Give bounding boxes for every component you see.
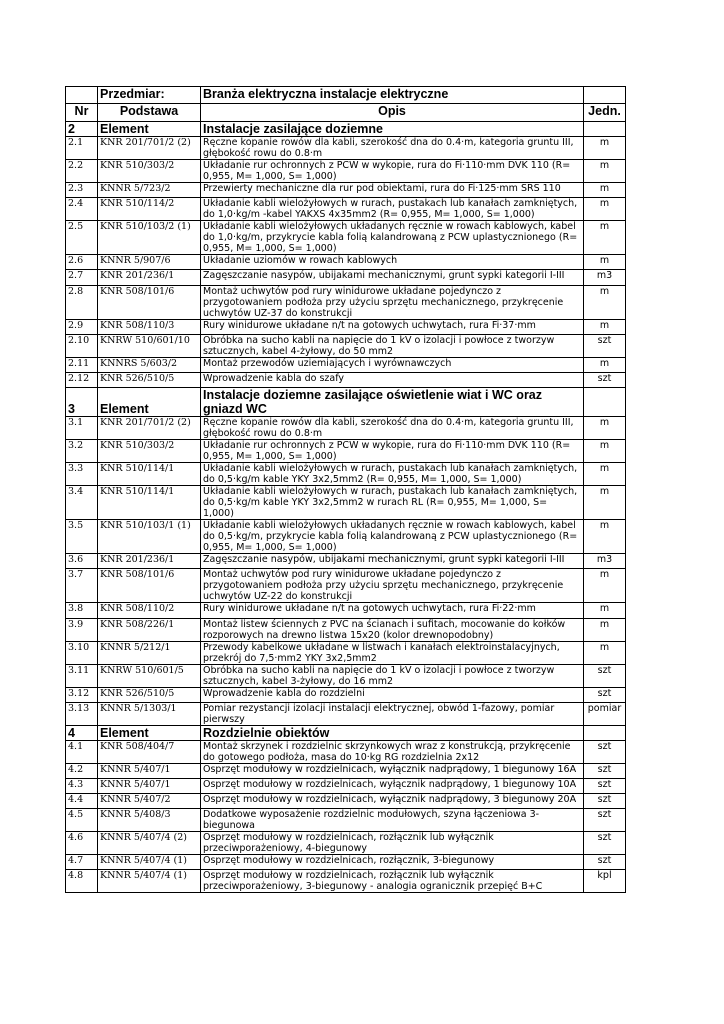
table-row (66, 618, 626, 641)
item-jedn: m (584, 221, 626, 255)
item-jedn: m (584, 285, 626, 319)
przedmiar-table (65, 86, 626, 893)
item-opis: Obróbka na sucho kabli na napięcie do 1 kV o izolacji i powłoce z tworzyw sztucznych, kabel 3-żyłowy, do 16 mm2 (201, 664, 584, 687)
item-opis: Pomiar rezystancji izolacji instalacji elektrycznej, obwód 1-fazowy, pomiar pierwszy (201, 702, 584, 725)
table-row (66, 794, 626, 809)
item-jedn: m (584, 319, 626, 334)
item-podstawa: KNR 201/701/2 (2) (98, 137, 201, 160)
item-podstawa: KNR 510/303/2 (98, 160, 201, 183)
item-jedn: szt (584, 832, 626, 855)
item-number: 3.10 (66, 641, 98, 664)
table-row (66, 763, 626, 778)
item-jedn: m (584, 160, 626, 183)
item-podstawa: KNR 508/110/3 (98, 319, 201, 334)
table-row (66, 183, 626, 198)
item-podstawa: KNNR 5/407/4 (1) (98, 870, 201, 893)
item-podstawa: KNR 508/101/6 (98, 569, 201, 603)
item-number: 3.5 (66, 520, 98, 554)
section-header-row (66, 725, 626, 740)
section-title: Instalacje doziemne zasilające oświetlenie wiat i WC oraz gniazd WC (201, 388, 584, 417)
table-row (66, 855, 626, 870)
item-podstawa: KNR 510/114/2 (98, 198, 201, 221)
table-row (66, 870, 626, 893)
item-opis: Osprzęt modułowy w rozdzielnicach, rozłącznik lub wyłącznik przeciwporażeniowy, 4-biegunowy (201, 832, 584, 855)
item-number: 3.4 (66, 486, 98, 520)
item-number: 2.9 (66, 319, 98, 334)
item-podstawa: KNR 201/701/2 (2) (98, 417, 201, 440)
section-title: Rozdzielnie obiektów (201, 725, 584, 740)
item-opis: Montaż uchwytów pod rury winidurowe układane pojedynczo z przygotowaniem podłoża przy użyciu sprzętu mechanicznego, przykręcenie uchwytów UZ-22 do konstrukcji (201, 569, 584, 603)
table-row (66, 372, 626, 387)
header-blank-cell (66, 87, 98, 104)
item-jedn: m (584, 183, 626, 198)
item-podstawa: KNNR 5/407/4 (2) (98, 832, 201, 855)
item-number: 2.1 (66, 137, 98, 160)
table-row (66, 221, 626, 255)
table-row (66, 198, 626, 221)
table-row (66, 702, 626, 725)
item-opis: Osprzęt modułowy w rozdzielnicach, wyłącznik nadprądowy, 3 biegunowy 20A (201, 794, 584, 809)
item-opis: Osprzęt modułowy w rozdzielnicach, rozłącznik lub wyłącznik przeciwporażeniowy, 3-biegunowy - analogia ogranicznik przepięć B+C (201, 870, 584, 893)
item-number: 3.11 (66, 664, 98, 687)
item-jedn: m (584, 417, 626, 440)
item-jedn: m (584, 618, 626, 641)
item-podstawa: KNR 526/510/5 (98, 372, 201, 387)
item-podstawa: KNRW 510/601/10 (98, 334, 201, 357)
item-number: 2.8 (66, 285, 98, 319)
item-opis: Układanie kabli wielożyłowych układanych ręcznie w rowach kablowych, kabel do 1,0·kg/m, przykrycie kabla folią kalandrowaną z PCW uplastycznionego (R= 0,955, M= 1,000, S= 1,000) (201, 221, 584, 255)
item-podstawa: KNRW 510/601/5 (98, 664, 201, 687)
item-opis: Montaż skrzynek i rozdzielnic skrzynkowych wraz z konstrukcją, przykręcenie do gotowego podłoża, masa do 10·kg RG rozdzielnia 2x12 (201, 740, 584, 763)
item-opis: Osprzęt modułowy w rozdzielnicach, rozłącznik, 3-biegunowy (201, 855, 584, 870)
section-element-label: Element (98, 388, 201, 417)
item-jedn: szt (584, 334, 626, 357)
item-opis: Montaż przewodów uziemiających i wyrównawczych (201, 357, 584, 372)
item-number: 2.6 (66, 255, 98, 270)
item-podstawa: KNNR 5/407/2 (98, 794, 201, 809)
item-podstawa: KNNR 5/907/6 (98, 255, 201, 270)
item-jedn: szt (584, 778, 626, 793)
section-number: 3 (66, 388, 98, 417)
item-podstawa: KNR 508/404/7 (98, 740, 201, 763)
item-opis: Zagęszczanie nasypów, ubijakami mechanicznymi, grunt sypki kategorii I-III (201, 270, 584, 285)
table-row (66, 270, 626, 285)
col-opis-header: Opis (201, 104, 584, 122)
section-title: Instalacje zasilające doziemne (201, 122, 584, 137)
table-row (66, 641, 626, 664)
item-podstawa: KNR 508/226/1 (98, 618, 201, 641)
item-jedn: m (584, 357, 626, 372)
item-jedn: szt (584, 740, 626, 763)
col-podstawa-header: Podstawa (98, 104, 201, 122)
item-jedn: szt (584, 763, 626, 778)
item-number: 3.13 (66, 702, 98, 725)
section-header-row (66, 388, 626, 417)
table-row (66, 687, 626, 702)
item-jedn: m (584, 198, 626, 221)
item-number: 4.4 (66, 794, 98, 809)
item-opis: Obróbka na sucho kabli na napięcie do 1 kV o izolacji i powłoce z tworzyw sztucznych, kabel 4-żyłowy, do 50 mm2 (201, 334, 584, 357)
item-number: 4.5 (66, 809, 98, 832)
item-jedn: pomiar (584, 702, 626, 725)
item-jedn: m3 (584, 554, 626, 569)
column-header-row (66, 104, 626, 122)
item-jedn: szt (584, 372, 626, 387)
item-podstawa: KNR 526/510/5 (98, 687, 201, 702)
item-podstawa: KNNRS 5/603/2 (98, 357, 201, 372)
item-opis: Układanie kabli wielożyłowych w rurach, pustakach lub kanałach zamkniętych, do 0,5·kg/m kable YKY 3x2,5mm2 (R= 0,955, M= 1,000, S= 1,000) (201, 463, 584, 486)
item-number: 4.1 (66, 740, 98, 763)
item-opis: Dodatkowe wyposażenie rozdzielnic modułowych, szyna łączeniowa 3-biegunowa (201, 809, 584, 832)
przedmiar-label: Przedmiar: (98, 87, 201, 104)
item-opis: Układanie kabli wielożyłowych w rurach, pustakach lub kanałach zamkniętych, do 0,5·kg/m kable YKY 3x2,5mm2 w rurach RL (R= 0,955, M= 1,000, S= 1,000) (201, 486, 584, 520)
item-podstawa: KNNR 5/408/3 (98, 809, 201, 832)
table-row (66, 569, 626, 603)
item-jedn: szt (584, 855, 626, 870)
item-opis: Układanie kabli wielożyłowych układanych ręcznie w rowach kablowych, kabel do 0,5·kg/m, przykrycie kabla folią kalandrowaną z PCW uplastycznionego (R= 0,955, M= 1,000, S= 1,000) (201, 520, 584, 554)
table-row (66, 334, 626, 357)
table-row (66, 255, 626, 270)
item-number: 2.7 (66, 270, 98, 285)
item-podstawa: KNR 508/110/2 (98, 603, 201, 618)
item-jedn: szt (584, 687, 626, 702)
section-unit-blank (584, 725, 626, 740)
table-row (66, 357, 626, 372)
col-jedn-header: Jedn. (584, 104, 626, 122)
table-row (66, 520, 626, 554)
item-opis: Układanie kabli wielożyłowych w rurach, pustakach lub kanałach zamkniętych, do 1,0·kg/m -kabel YAKXS 4x35mm2 (R= 0,955, M= 1,000, S= 1,000) (201, 198, 584, 221)
item-number: 4.8 (66, 870, 98, 893)
item-opis: Układanie uziomów w rowach kablowych (201, 255, 584, 270)
item-podstawa: KNR 201/236/1 (98, 554, 201, 569)
item-jedn: szt (584, 809, 626, 832)
item-number: 3.1 (66, 417, 98, 440)
item-opis: Ręczne kopanie rowów dla kabli, szerokość dna do 0.4·m, kategoria gruntu III, głębokość rowu do 0.8·m (201, 137, 584, 160)
item-jedn: m (584, 440, 626, 463)
item-opis: Osprzęt modułowy w rozdzielnicach, wyłącznik nadprądowy, 1 biegunowy 16A (201, 763, 584, 778)
section-element-label: Element (98, 122, 201, 137)
section-header-row (66, 122, 626, 137)
item-opis: Montaż listew ściennych z PVC na ścianach i sufitach, mocowanie do kołków rozporowych na drewno listwa 15x20 (kolor drewnopodobny) (201, 618, 584, 641)
item-jedn: szt (584, 664, 626, 687)
item-opis: Rury winidurowe układane n/t na gotowych uchwytach, rura Fi·37·mm (201, 319, 584, 334)
item-opis: Ręczne kopanie rowów dla kabli, szerokość dna do 0.4·m, kategoria gruntu III, głębokość rowu do 0.8·m (201, 417, 584, 440)
item-podstawa: KNNR 5/212/1 (98, 641, 201, 664)
item-opis: Wprowadzenie kabla do szafy (201, 372, 584, 387)
item-number: 3.12 (66, 687, 98, 702)
item-jedn: m (584, 603, 626, 618)
item-podstawa: KNR 201/236/1 (98, 270, 201, 285)
table-row (66, 740, 626, 763)
section-number: 2 (66, 122, 98, 137)
item-opis: Układanie rur ochronnych z PCW w wykopie, rura do Fi·110·mm DVK 110 (R= 0,955, M= 1,000, S= 1,000) (201, 440, 584, 463)
item-number: 2.2 (66, 160, 98, 183)
item-jedn: m (584, 486, 626, 520)
item-number: 3.7 (66, 569, 98, 603)
item-number: 4.2 (66, 763, 98, 778)
item-jedn: szt (584, 794, 626, 809)
item-podstawa: KNR 510/103/2 (1) (98, 221, 201, 255)
item-podstawa: KNNR 5/1303/1 (98, 702, 201, 725)
item-podstawa: KNNR 5/723/2 (98, 183, 201, 198)
item-jedn: m3 (584, 270, 626, 285)
item-number: 2.10 (66, 334, 98, 357)
item-jedn: m (584, 569, 626, 603)
table-row (66, 319, 626, 334)
item-number: 3.2 (66, 440, 98, 463)
table-row (66, 603, 626, 618)
table-row (66, 463, 626, 486)
table-row (66, 554, 626, 569)
table-row (66, 664, 626, 687)
item-podstawa: KNR 508/101/6 (98, 285, 201, 319)
header-blank-cell (584, 87, 626, 104)
item-number: 3.8 (66, 603, 98, 618)
table-row (66, 137, 626, 160)
item-jedn: m (584, 463, 626, 486)
item-number: 4.3 (66, 778, 98, 793)
item-number: 3.9 (66, 618, 98, 641)
table-row (66, 160, 626, 183)
item-podstawa: KNR 510/114/1 (98, 486, 201, 520)
item-podstawa: KNNR 5/407/4 (1) (98, 855, 201, 870)
item-number: 2.11 (66, 357, 98, 372)
item-opis: Rury winidurowe układane n/t na gotowych uchwytach, rura Fi·22·mm (201, 603, 584, 618)
section-unit-blank (584, 388, 626, 417)
item-jedn: m (584, 137, 626, 160)
item-opis: Zagęszczanie nasypów, ubijakami mechanicznymi, grunt sypki kategorii I-III (201, 554, 584, 569)
table-row (66, 809, 626, 832)
item-opis: Przewierty mechaniczne dla rur pod obiektami, rura do Fi·125·mm SRS 110 (201, 183, 584, 198)
table-row (66, 486, 626, 520)
branch-title: Branża elektryczna instalacje elektryczne (201, 87, 584, 104)
header-row (66, 87, 626, 104)
item-opis: Wprowadzenie kabla do rozdzielni (201, 687, 584, 702)
table-row (66, 832, 626, 855)
item-jedn: m (584, 641, 626, 664)
table-row (66, 417, 626, 440)
item-podstawa: KNR 510/303/2 (98, 440, 201, 463)
item-jedn: kpl (584, 870, 626, 893)
table-row (66, 440, 626, 463)
item-opis: Montaż uchwytów pod rury winidurowe układane pojedynczo z przygotowaniem podłoża przy użyciu sprzętu mechanicznego, przykręcenie uchwytów UZ-37 do konstrukcji (201, 285, 584, 319)
item-podstawa: KNR 510/103/1 (1) (98, 520, 201, 554)
item-jedn: m (584, 255, 626, 270)
item-number: 2.4 (66, 198, 98, 221)
item-number: 4.6 (66, 832, 98, 855)
item-podstawa: KNNR 5/407/1 (98, 778, 201, 793)
item-number: 3.3 (66, 463, 98, 486)
section-number: 4 (66, 725, 98, 740)
item-podstawa: KNR 510/114/1 (98, 463, 201, 486)
item-jedn: m (584, 520, 626, 554)
item-opis: Przewody kabelkowe układane w listwach i kanałach elektroinstalacyjnych, przekrój do 7,5·mm2 YKY 3x2,5mm2 (201, 641, 584, 664)
table-row (66, 285, 626, 319)
item-opis: Układanie rur ochronnych z PCW w wykopie, rura do Fi·110·mm DVK 110 (R= 0,955, M= 1,000, S= 1,000) (201, 160, 584, 183)
item-number: 2.12 (66, 372, 98, 387)
item-number: 3.6 (66, 554, 98, 569)
item-number: 2.5 (66, 221, 98, 255)
item-podstawa: KNNR 5/407/1 (98, 763, 201, 778)
section-unit-blank (584, 122, 626, 137)
item-number: 4.7 (66, 855, 98, 870)
item-number: 2.3 (66, 183, 98, 198)
section-element-label: Element (98, 725, 201, 740)
table-row (66, 778, 626, 793)
item-opis: Osprzęt modułowy w rozdzielnicach, wyłącznik nadprądowy, 1 biegunowy 10A (201, 778, 584, 793)
col-nr-header: Nr (66, 104, 98, 122)
